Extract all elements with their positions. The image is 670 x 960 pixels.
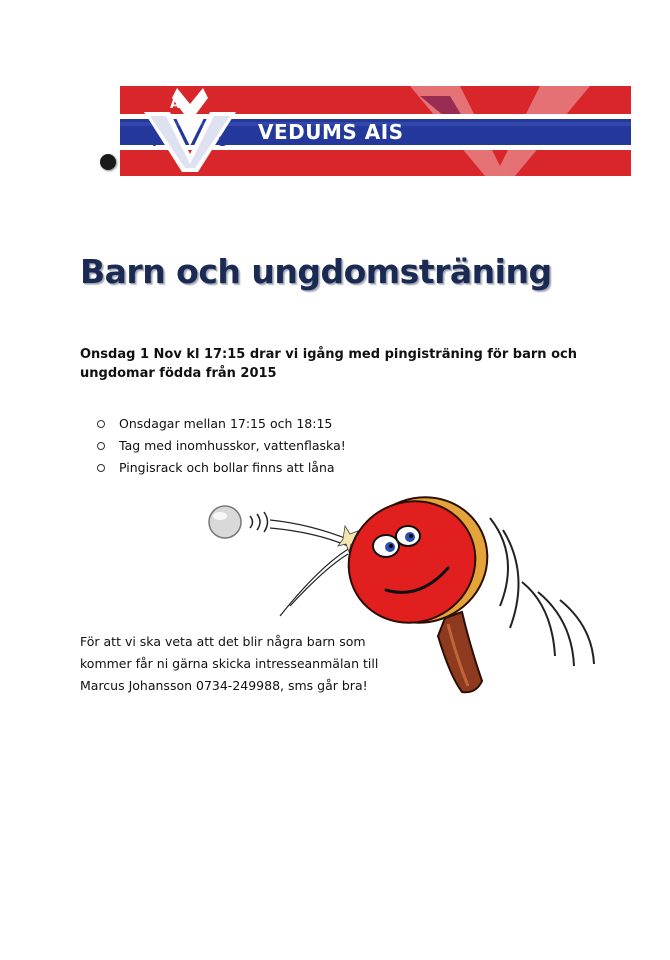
club-banner (120, 86, 631, 176)
list-item: Pingisrack och bollar finns att låna (97, 458, 346, 480)
circle-bullet-icon (97, 442, 105, 450)
info-list (97, 414, 346, 480)
circle-bullet-icon (97, 420, 105, 428)
club-banner-graphic (120, 86, 631, 176)
svg-text:I: I (152, 135, 157, 150)
ping-pong-ball-icon (209, 506, 241, 538)
list-item: Onsdagar mellan 17:15 och 18:15 (97, 414, 346, 436)
list-item: Tag med inomhusskor, vattenflaska! (97, 436, 346, 458)
svg-text:A: A (170, 97, 181, 112)
closing-text: För att vi ska veta att det blir några barn som kommer får ni gärna skicka intresseanmälan till Marcus Johansson 0734-249988, sms går bra! (80, 634, 379, 693)
page-title: Barn och ungdomsträning (80, 252, 552, 291)
bullet-dot-icon (100, 154, 116, 170)
intro-text: Onsdag 1 Nov kl 17:15 drar vi igång med pingisträning för barn och ungdomar födda från 2015 (80, 347, 577, 381)
circle-bullet-icon (97, 464, 105, 472)
svg-text:S: S (218, 135, 228, 150)
club-name: VEDUMS AIS (258, 120, 404, 144)
